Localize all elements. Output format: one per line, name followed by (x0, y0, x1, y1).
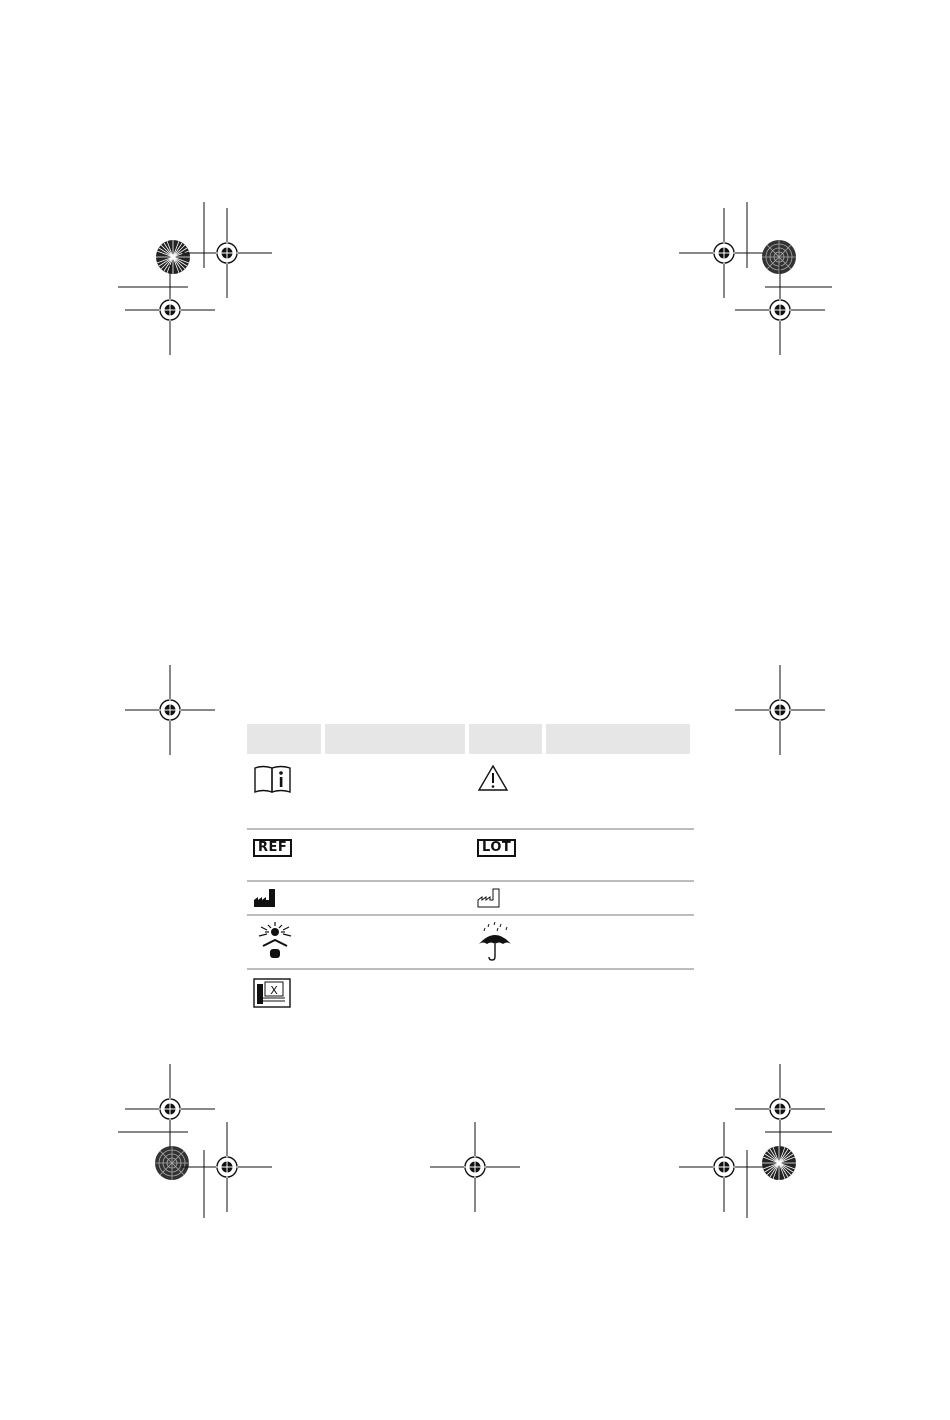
caution-icon (477, 764, 509, 792)
table-row (247, 882, 694, 916)
keep-dry-icon (477, 922, 513, 962)
keep-away-from-sunlight-icon (253, 922, 297, 960)
x-ray-icon (253, 978, 293, 1010)
lot-label: LOT (477, 839, 516, 857)
ref-label: REF (253, 839, 292, 857)
x-ray-label: X (270, 984, 278, 997)
table-header (247, 724, 694, 754)
header-cell-symbol-right (469, 724, 542, 754)
table-row (247, 916, 694, 970)
batch-code-icon (477, 838, 516, 857)
header-cell-meaning-left (325, 724, 465, 754)
header-cell-symbol-left (247, 724, 321, 754)
consult-instructions-icon (253, 764, 293, 794)
table-row (247, 754, 694, 830)
table-row (247, 970, 694, 1020)
manufacturer-icon (253, 888, 277, 908)
symbols-table (247, 724, 694, 1020)
table-row (247, 830, 694, 882)
date-of-manufacture-icon (477, 888, 501, 908)
header-cell-meaning-right (546, 724, 690, 754)
catalogue-number-icon (253, 838, 292, 857)
